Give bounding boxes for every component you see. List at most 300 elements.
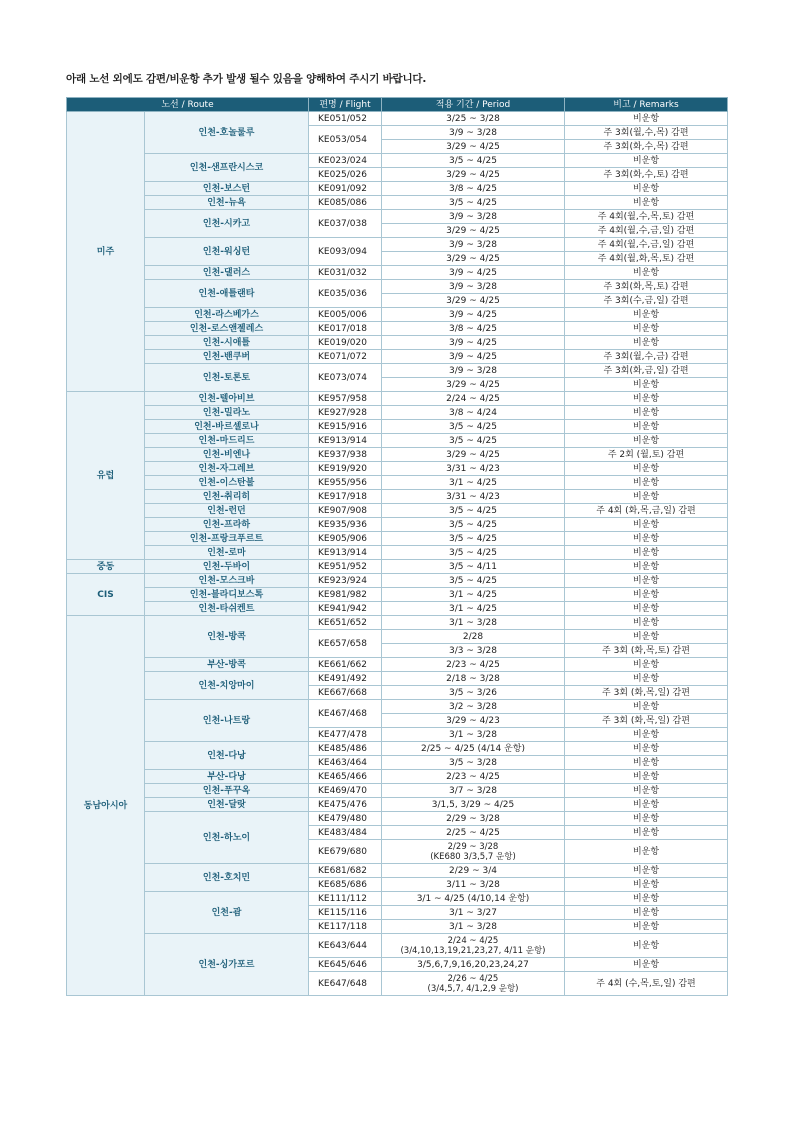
table-row (67, 784, 728, 798)
period-cell (382, 934, 565, 958)
period-cell (382, 420, 565, 434)
period-text: 2/29 ~ 3/4 (449, 865, 497, 876)
table-row (67, 616, 728, 630)
flight-cell: KE661/662 (309, 658, 382, 672)
flight-cell: KE907/908 (309, 504, 382, 518)
remarks-cell: 비운항 (565, 532, 728, 546)
table-row (67, 742, 728, 756)
table-body (67, 112, 728, 996)
table-row (67, 700, 728, 714)
route-cell: 인천-댈러스 (145, 266, 309, 280)
period-text: 2/23 ~ 4/25 (446, 659, 500, 670)
remarks-cell: 주 3회 (화,목,일) 감편 (565, 686, 728, 700)
route-cell: 인천-괌 (145, 892, 309, 934)
route-cell: 인천-밀라노 (145, 406, 309, 420)
table-row (67, 238, 728, 252)
remarks-cell: 비운항 (565, 812, 728, 826)
table-row (67, 434, 728, 448)
period-text: 2/28 (462, 631, 484, 642)
flight-cell: KE091/092 (309, 182, 382, 196)
table-row (67, 560, 728, 574)
period-cell (382, 476, 565, 490)
region-cell: 유럽 (67, 392, 145, 560)
period-cell (382, 308, 565, 322)
remarks-cell: 비운항 (565, 826, 728, 840)
period-text: 3/9 ~ 3/28 (449, 239, 497, 250)
period-cell (382, 920, 565, 934)
period-cell (382, 756, 565, 770)
route-cell: 인천-이스탄불 (145, 476, 309, 490)
flight-cell: KE053/054 (309, 126, 382, 154)
period-text: 2/29 ~ 3/28 (446, 813, 500, 824)
period-cell (382, 392, 565, 406)
period-cell (382, 252, 565, 266)
remarks-cell: 비운항 (565, 196, 728, 210)
remarks-cell: 주 4회(월,수,금,일) 감편 (565, 238, 728, 252)
table-row (67, 476, 728, 490)
table-row (67, 658, 728, 672)
route-cell: 인천-시애틀 (145, 336, 309, 350)
remarks-cell: 비운항 (565, 602, 728, 616)
remarks-cell: 주 3회(월,수,목) 감편 (565, 126, 728, 140)
period-text: 3/29 ~ 4/25 (446, 379, 500, 390)
period-cell (382, 378, 565, 392)
period-cell (382, 742, 565, 756)
remarks-cell: 비운항 (565, 958, 728, 972)
flight-cell: KE475/476 (309, 798, 382, 812)
period-text: 3/2 ~ 3/28 (449, 701, 497, 712)
remarks-cell: 주 3회(화,목,토) 감편 (565, 280, 728, 294)
remarks-cell: 비운항 (565, 182, 728, 196)
flight-cell: KE479/480 (309, 812, 382, 826)
period-text: 3/29 ~ 4/25 (446, 295, 500, 306)
route-cell: 인천-푸꾸옥 (145, 784, 309, 798)
period-text: 3/1 ~ 4/25 (449, 477, 497, 488)
period-cell (382, 350, 565, 364)
flight-cell: KE085/086 (309, 196, 382, 210)
region-cell: 중동 (67, 560, 145, 574)
table-row (67, 588, 728, 602)
flight-cell: KE031/032 (309, 266, 382, 280)
period-cell (382, 196, 565, 210)
period-text: 3/9 ~ 3/28 (449, 211, 497, 222)
route-cell: 인천-마드리드 (145, 434, 309, 448)
table-row (67, 504, 728, 518)
period-text: 3/5 ~ 4/25 (449, 421, 497, 432)
flight-cell: KE679/680 (309, 840, 382, 864)
flight-cell: KE919/920 (309, 462, 382, 476)
remarks-cell: 비운항 (565, 392, 728, 406)
period-cell (382, 672, 565, 686)
period-cell (382, 112, 565, 126)
remarks-cell: 비운항 (565, 784, 728, 798)
period-text: 3/9 ~ 3/28 (449, 127, 497, 138)
period-cell (382, 714, 565, 728)
remarks-cell: 비운항 (565, 336, 728, 350)
flight-cell: KE651/652 (309, 616, 382, 630)
remarks-cell: 비운항 (565, 546, 728, 560)
period-text: 2/25 ~ 4/25 (4/14 운항) (420, 743, 526, 754)
period-cell (382, 840, 565, 864)
route-cell: 인천-타쉬켄트 (145, 602, 309, 616)
table-row (67, 770, 728, 784)
period-text: 3/9 ~ 3/28 (449, 281, 497, 292)
flight-cell: KE657/658 (309, 630, 382, 658)
period-cell (382, 140, 565, 154)
table-row (67, 182, 728, 196)
period-cell (382, 826, 565, 840)
remarks-cell: 비운항 (565, 406, 728, 420)
table-row (67, 812, 728, 826)
period-text: 3/7 ~ 3/28 (449, 785, 497, 796)
period-text: 3/1 ~ 3/28 (449, 729, 497, 740)
remarks-cell: 비운항 (565, 476, 728, 490)
remarks-cell: 비운항 (565, 154, 728, 168)
period-text: 3/9 ~ 4/25 (449, 351, 497, 362)
route-cell: 인천-런던 (145, 504, 309, 518)
period-cell (382, 154, 565, 168)
flight-cell: KE071/072 (309, 350, 382, 364)
route-cell: 인천-뉴욕 (145, 196, 309, 210)
remarks-cell: 비운항 (565, 658, 728, 672)
flight-cell: KE685/686 (309, 878, 382, 892)
period-cell (382, 700, 565, 714)
period-cell (382, 210, 565, 224)
period-cell (382, 892, 565, 906)
table-header-row (67, 98, 728, 112)
period-cell (382, 958, 565, 972)
route-cell: 인천-싱가포르 (145, 934, 309, 996)
period-text: 3/8 ~ 4/24 (449, 407, 497, 418)
table-row (67, 490, 728, 504)
period-cell (382, 238, 565, 252)
remarks-cell: 비운항 (565, 112, 728, 126)
flight-cell: KE017/018 (309, 322, 382, 336)
route-cell: 인천-바르셀로나 (145, 420, 309, 434)
route-cell: 인천-샌프란시스코 (145, 154, 309, 182)
header-route: 노선 / Route (67, 98, 309, 112)
route-cell: 인천-취리히 (145, 490, 309, 504)
period-text: 3/5 ~ 3/28 (449, 757, 497, 768)
remarks-cell: 주 3회(월,수,금) 감편 (565, 350, 728, 364)
flight-cell: KE957/958 (309, 392, 382, 406)
remarks-cell: 비운항 (565, 798, 728, 812)
period-text: 3/1 ~ 3/28 (449, 921, 497, 932)
flight-cell: KE073/074 (309, 364, 382, 392)
period-cell (382, 616, 565, 630)
period-text: 3/1,5, 3/29 ~ 4/25 (431, 799, 515, 810)
period-cell (382, 574, 565, 588)
period-text: 2/29 ~ 3/28 (447, 841, 499, 852)
flight-cell: KE923/924 (309, 574, 382, 588)
table-row (67, 518, 728, 532)
period-text: 3/5 ~ 4/25 (449, 519, 497, 530)
table-row (67, 350, 728, 364)
period-text: 3/1 ~ 4/25 (449, 603, 497, 614)
route-cell: 인천-시카고 (145, 210, 309, 238)
remarks-cell: 주 4회(월,수,목,토) 감편 (565, 210, 728, 224)
remarks-cell: 주 4회(월,수,금,일) 감편 (565, 224, 728, 238)
flight-cell: KE955/956 (309, 476, 382, 490)
route-cell: 인천-호치민 (145, 864, 309, 892)
flight-cell: KE643/644 (309, 934, 382, 958)
period-text: 3/9 ~ 3/28 (449, 365, 497, 376)
period-cell (382, 266, 565, 280)
table-row (67, 462, 728, 476)
period-text: 3/9 ~ 4/25 (449, 309, 497, 320)
table-row (67, 448, 728, 462)
period-cell (382, 906, 565, 920)
table-row (67, 672, 728, 686)
remarks-cell: 비운항 (565, 630, 728, 644)
flight-cell: KE005/006 (309, 308, 382, 322)
remarks-cell: 비운항 (565, 878, 728, 892)
period-cell (382, 168, 565, 182)
table-row (67, 934, 728, 958)
period-text: 3/5 ~ 4/25 (449, 197, 497, 208)
remarks-cell: 비운항 (565, 266, 728, 280)
route-cell: 인천-하노이 (145, 812, 309, 864)
table-row (67, 532, 728, 546)
period-cell (382, 812, 565, 826)
flight-cell: KE465/466 (309, 770, 382, 784)
remarks-cell: 주 2회 (월,토) 감편 (565, 448, 728, 462)
flight-cell: KE647/648 (309, 972, 382, 996)
period-note: (3/4,5,7, 4/1,2,9 운항) (427, 983, 519, 994)
period-text: 3/9 ~ 4/25 (449, 267, 497, 278)
route-cell: 인천-텔아비브 (145, 392, 309, 406)
route-cell: 인천-치앙마이 (145, 672, 309, 700)
period-cell (382, 602, 565, 616)
period-cell (382, 504, 565, 518)
flight-cell: KE491/492 (309, 672, 382, 686)
period-cell (382, 294, 565, 308)
route-cell: 인천-방콕 (145, 616, 309, 658)
table-row (67, 308, 728, 322)
flight-cell: KE023/024 (309, 154, 382, 168)
period-cell (382, 686, 565, 700)
route-cell: 인천-워싱턴 (145, 238, 309, 266)
remarks-cell: 비운항 (565, 920, 728, 934)
flight-cell: KE467/468 (309, 700, 382, 728)
period-text: 3/29 ~ 4/23 (446, 715, 500, 726)
flight-cell: KE917/918 (309, 490, 382, 504)
flight-cell: KE115/116 (309, 906, 382, 920)
remarks-cell: 비운항 (565, 560, 728, 574)
table-row (67, 798, 728, 812)
flight-cell: KE941/942 (309, 602, 382, 616)
period-cell (382, 644, 565, 658)
flight-cell: KE485/486 (309, 742, 382, 756)
remarks-cell: 비운항 (565, 864, 728, 878)
route-cell: 인천-두바이 (145, 560, 309, 574)
route-cell: 인천-비엔나 (145, 448, 309, 462)
period-text: 3/5 ~ 4/25 (449, 575, 497, 586)
period-text: 3/1 ~ 4/25 (449, 589, 497, 600)
table-row (67, 892, 728, 906)
notice-text: 아래 노선 외에도 감편/비운항 추가 발생 될수 있음을 양해하여 주시기 바랍니다. (66, 73, 427, 85)
flight-cell: KE477/478 (309, 728, 382, 742)
period-text: 3/5,6,7,9,16,20,23,24,27 (417, 959, 529, 970)
period-text: 2/26 ~ 4/25 (447, 973, 499, 984)
period-cell (382, 770, 565, 784)
region-cell: CIS (67, 574, 145, 616)
route-cell: 인천-밴쿠버 (145, 350, 309, 364)
period-text: 3/5 ~ 4/25 (449, 155, 497, 166)
table-row (67, 546, 728, 560)
period-cell (382, 798, 565, 812)
flight-cell: KE093/094 (309, 238, 382, 266)
flight-cell: KE469/470 (309, 784, 382, 798)
flight-cell: KE645/646 (309, 958, 382, 972)
period-text: 3/5 ~ 4/11 (449, 561, 497, 572)
header-flight: 편명 / Flight (309, 98, 382, 112)
flight-cell: KE463/464 (309, 756, 382, 770)
period-cell (382, 532, 565, 546)
table-row (67, 322, 728, 336)
table-row (67, 392, 728, 406)
route-cell: 인천-자그레브 (145, 462, 309, 476)
remarks-cell: 비운항 (565, 322, 728, 336)
period-cell (382, 322, 565, 336)
region-cell: 미주 (67, 112, 145, 392)
flight-cell: KE935/936 (309, 518, 382, 532)
table-row (67, 154, 728, 168)
period-text: 3/29 ~ 4/25 (446, 253, 500, 264)
table-row (67, 406, 728, 420)
table-row (67, 336, 728, 350)
period-text: 2/25 ~ 4/25 (446, 827, 500, 838)
remarks-cell: 비운항 (565, 378, 728, 392)
table-row (67, 420, 728, 434)
flight-cell: KE937/938 (309, 448, 382, 462)
flight-cell: KE019/020 (309, 336, 382, 350)
flight-cell: KE951/952 (309, 560, 382, 574)
flight-cell: KE981/982 (309, 588, 382, 602)
flight-cell: KE667/668 (309, 686, 382, 700)
route-cell: 인천-라스베가스 (145, 308, 309, 322)
period-text: 3/29 ~ 4/25 (446, 141, 500, 152)
remarks-cell: 비운항 (565, 616, 728, 630)
remarks-cell: 주 3회 (화,목,토) 감편 (565, 644, 728, 658)
remarks-cell: 비운항 (565, 420, 728, 434)
remarks-cell: 비운항 (565, 756, 728, 770)
period-cell (382, 280, 565, 294)
route-cell: 인천-달랏 (145, 798, 309, 812)
period-cell (382, 588, 565, 602)
period-text: 2/18 ~ 3/28 (446, 673, 500, 684)
period-text: 3/5 ~ 4/25 (449, 505, 497, 516)
route-cell: 인천-블라디보스톡 (145, 588, 309, 602)
route-cell: 인천-로스앤젤레스 (145, 322, 309, 336)
period-note: (KE680 3/3,5,7 운항) (430, 851, 516, 862)
period-text: 3/8 ~ 4/25 (449, 183, 497, 194)
route-cell: 인천-모스크바 (145, 574, 309, 588)
route-cell: 인천-토론토 (145, 364, 309, 392)
route-cell: 인천-호놀룰루 (145, 112, 309, 154)
remarks-cell: 주 4회 (화,목,금,일) 감편 (565, 504, 728, 518)
flight-cell: KE035/036 (309, 280, 382, 308)
flight-cell: KE483/484 (309, 826, 382, 840)
remarks-cell: 비운항 (565, 434, 728, 448)
remarks-cell: 비운항 (565, 742, 728, 756)
table-row (67, 112, 728, 126)
flight-cell: KE915/916 (309, 420, 382, 434)
period-cell (382, 546, 565, 560)
period-cell (382, 728, 565, 742)
remarks-cell: 주 3회(화,수,목) 감편 (565, 140, 728, 154)
period-cell (382, 448, 565, 462)
period-text: 3/3 ~ 3/28 (449, 645, 497, 656)
period-cell (382, 864, 565, 878)
remarks-cell: 비운항 (565, 518, 728, 532)
period-text: 3/8 ~ 4/25 (449, 323, 497, 334)
table-row (67, 364, 728, 378)
table-row (67, 574, 728, 588)
flight-cell: KE681/682 (309, 864, 382, 878)
remarks-cell: 비운항 (565, 490, 728, 504)
flight-cell: KE905/906 (309, 532, 382, 546)
flight-cell: KE111/112 (309, 892, 382, 906)
route-cell: 인천-애틀랜타 (145, 280, 309, 308)
remarks-cell: 비운항 (565, 462, 728, 476)
period-cell (382, 972, 565, 996)
region-cell: 동남아시아 (67, 616, 145, 996)
period-text: 3/29 ~ 4/25 (446, 169, 500, 180)
period-text: 3/5 ~ 4/25 (449, 547, 497, 558)
period-text: 3/31 ~ 4/23 (446, 491, 500, 502)
remarks-cell: 비운항 (565, 892, 728, 906)
period-cell (382, 126, 565, 140)
period-text: 3/1 ~ 3/27 (449, 907, 497, 918)
period-text: 3/29 ~ 4/25 (446, 449, 500, 460)
remarks-cell: 비운항 (565, 700, 728, 714)
remarks-cell: 주 3회(화,수,토) 감편 (565, 168, 728, 182)
period-text: 2/24 ~ 4/25 (447, 935, 499, 946)
remarks-cell: 비운항 (565, 672, 728, 686)
period-cell (382, 490, 565, 504)
flight-cell: KE117/118 (309, 920, 382, 934)
remarks-cell: 비운항 (565, 728, 728, 742)
table-row (67, 266, 728, 280)
table-row (67, 864, 728, 878)
period-cell (382, 518, 565, 532)
remarks-cell: 주 4회(월,화,목,토) 감편 (565, 252, 728, 266)
remarks-cell: 주 4회 (수,목,토,일) 감편 (565, 972, 728, 996)
period-cell (382, 406, 565, 420)
flight-cell: KE025/026 (309, 168, 382, 182)
header-remarks: 비고 / Remarks (565, 98, 728, 112)
remarks-cell: 비운항 (565, 588, 728, 602)
route-cell: 인천-프라하 (145, 518, 309, 532)
period-text: 3/11 ~ 3/28 (446, 879, 500, 890)
period-text: 3/5 ~ 4/25 (449, 435, 497, 446)
period-text: 3/1 ~ 4/25 (4/10,14 운항) (416, 893, 530, 904)
period-text: 3/25 ~ 3/28 (446, 113, 500, 124)
period-text: 3/29 ~ 4/25 (446, 225, 500, 236)
remarks-cell: 비운항 (565, 840, 728, 864)
period-cell (382, 462, 565, 476)
period-cell (382, 434, 565, 448)
period-text: 2/23 ~ 4/25 (446, 771, 500, 782)
period-cell (382, 878, 565, 892)
remarks-cell: 비운항 (565, 906, 728, 920)
period-cell (382, 560, 565, 574)
remarks-cell: 비운항 (565, 308, 728, 322)
remarks-cell: 비운항 (565, 574, 728, 588)
flight-cell: KE051/052 (309, 112, 382, 126)
remarks-cell: 주 3회 (화,목,일) 감편 (565, 714, 728, 728)
